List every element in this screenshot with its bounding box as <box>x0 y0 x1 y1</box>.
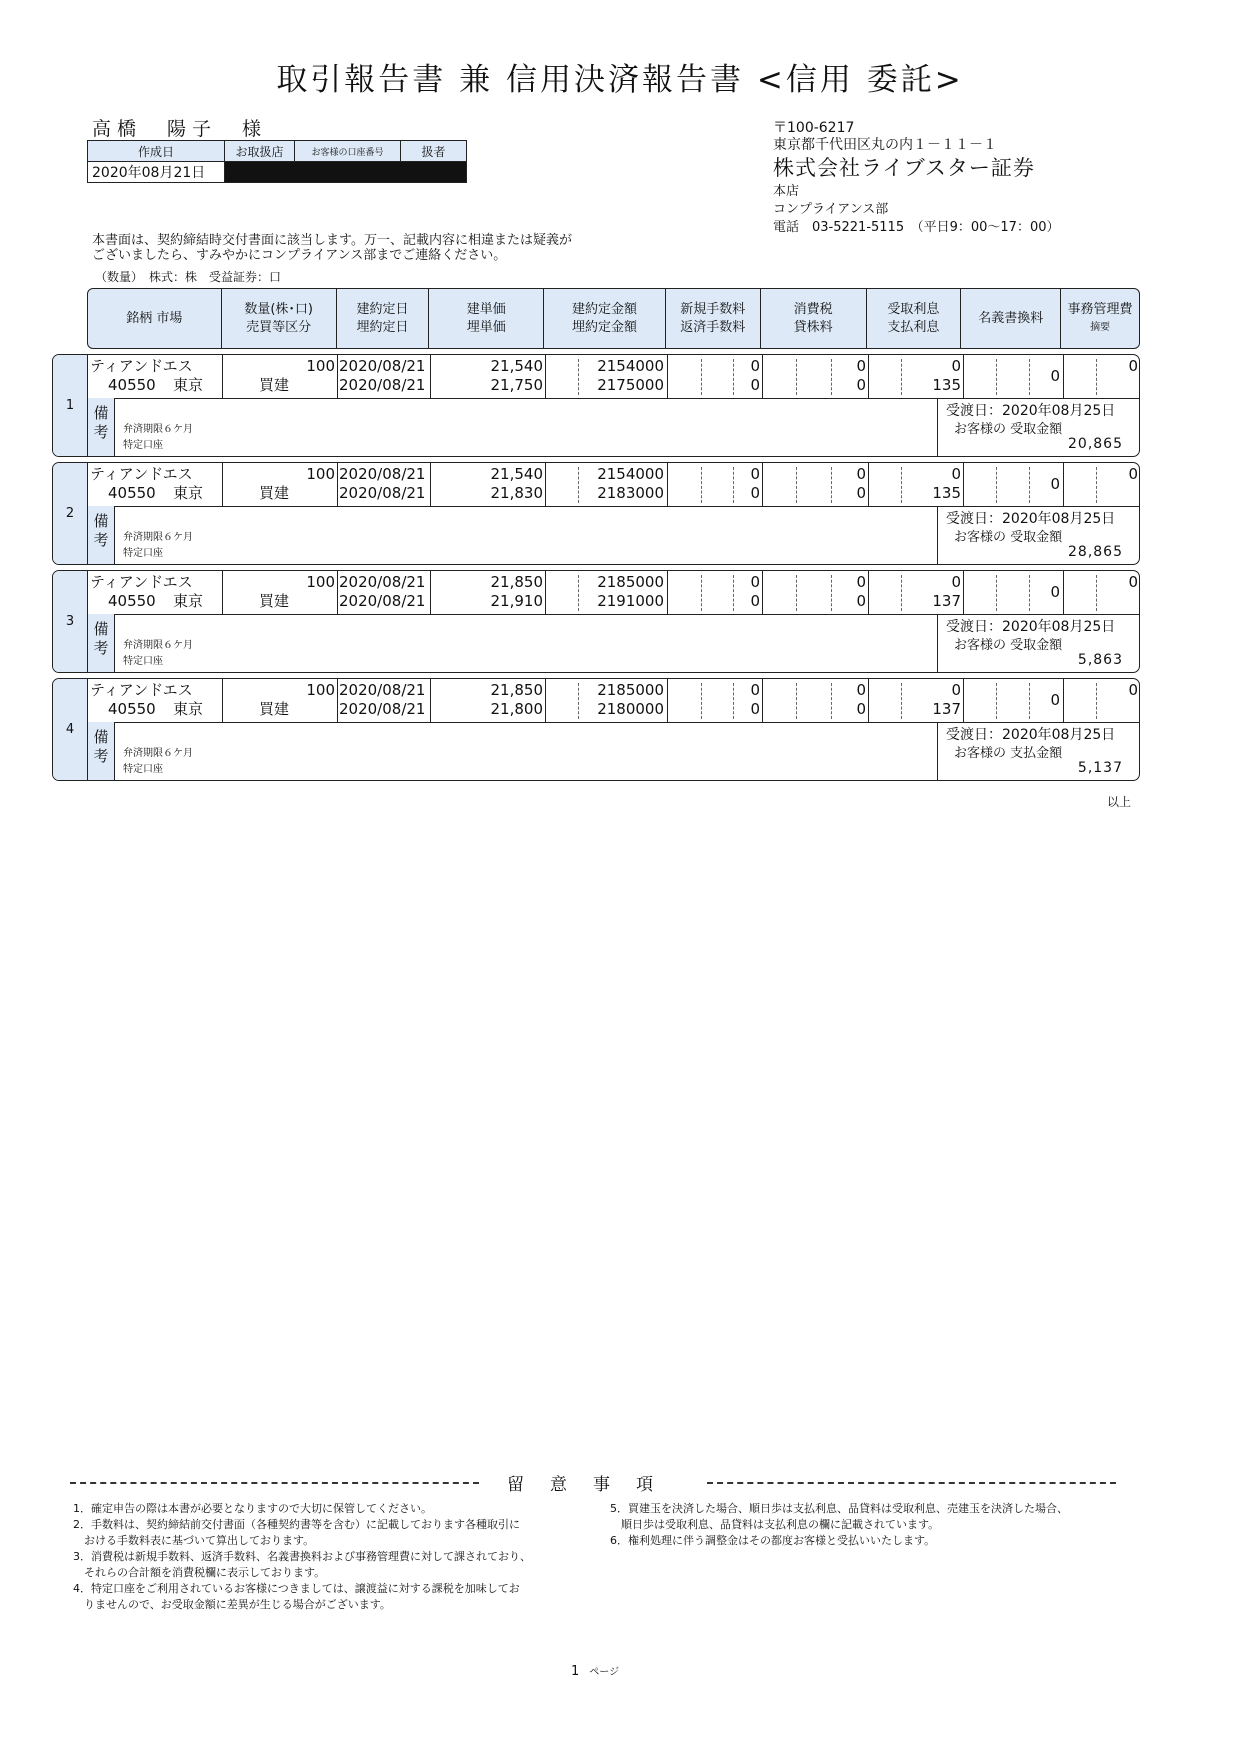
interest-paid: 135 <box>932 484 961 502</box>
col-label: 埋単価 <box>466 319 506 335</box>
stock-name: ティアンドエス <box>90 681 193 699</box>
sender-address-block <box>773 120 1060 236</box>
stock-code: 40550 <box>108 700 156 718</box>
quantity: 100 <box>306 573 335 591</box>
close-commission: 0 <box>750 700 760 718</box>
record-3 <box>52 570 1140 673</box>
settlement-date: 受渡日：2020年08月25日 <box>946 403 1116 419</box>
settlement-amount: 20,865 <box>1068 436 1123 452</box>
open-price: 21,850 <box>490 573 543 591</box>
document-title: 取引報告書 兼 信用決済報告書 <信用 委託> <box>276 62 964 98</box>
col-commission <box>666 289 761 348</box>
settlement-date: 受渡日：2020年08月25日 <box>946 511 1116 527</box>
end-mark: 以上 <box>1107 795 1132 809</box>
postal-code: 〒100-6217 <box>773 120 855 136</box>
stock-name: ティアンドエス <box>90 357 193 375</box>
divider <box>1063 355 1064 398</box>
remark-deadline: 弁済期限６ケ月 <box>123 532 193 543</box>
admin-fee: 0 <box>1128 357 1138 375</box>
interest-received: 0 <box>951 573 961 591</box>
divider <box>337 679 338 722</box>
close-amount: 2183000 <box>597 484 664 502</box>
stock-code: 40550 <box>108 484 156 502</box>
col-label: 支払利息 <box>887 319 940 335</box>
divider <box>545 571 546 614</box>
stock-code: 40550 <box>108 592 156 610</box>
open-commission: 0 <box>750 465 760 483</box>
record-number: 1 <box>53 355 88 456</box>
divider <box>963 355 964 398</box>
divider <box>963 463 964 506</box>
department-name: コンプライアンス部 <box>773 202 889 217</box>
transfer-fee: 0 <box>1050 475 1060 493</box>
interest-paid: 137 <box>932 592 961 610</box>
remark-account: 特定口座 <box>123 764 163 775</box>
divider <box>667 355 668 398</box>
units-note: （数量） 株式：株 受益証券：口 <box>95 270 282 284</box>
close-commission: 0 <box>750 376 760 394</box>
divider <box>762 679 763 722</box>
settlement-amount: 5,863 <box>1077 652 1123 668</box>
interest-paid: 137 <box>932 700 961 718</box>
record-4 <box>52 678 1140 781</box>
divider <box>430 571 431 614</box>
page-number <box>571 1663 619 1679</box>
admin-fee: 0 <box>1128 465 1138 483</box>
remarks-label: 備考 <box>88 614 115 672</box>
market: 東京 <box>173 700 204 718</box>
col-trade-amount <box>544 289 666 348</box>
divider <box>545 355 546 398</box>
col-label: 貸株料 <box>793 319 833 335</box>
note-line: 1．確定申告の際は本書が必要となりますので大切に保管してください。 <box>73 1502 432 1515</box>
divider <box>545 463 546 506</box>
col-quantity <box>222 289 337 348</box>
col-label: 建約定日 <box>356 301 409 317</box>
tax: 0 <box>856 465 866 483</box>
branch-name: 本店 <box>773 184 800 199</box>
interest-paid: 135 <box>932 376 961 394</box>
company-name: 株式会社ライブスター証券 <box>773 156 1035 180</box>
col-label: 摘要 <box>1090 321 1111 333</box>
close-price: 21,800 <box>490 700 543 718</box>
close-price: 21,830 <box>490 484 543 502</box>
divider <box>762 571 763 614</box>
note-line: 5．買建玉を決済した場合、順日歩は支払利息、品貸料は受取利息、売建玉を決済した場合、 <box>610 1502 1068 1515</box>
col-interest <box>867 289 962 348</box>
trade-side: 買建 <box>259 484 290 502</box>
close-date: 2020/08/21 <box>339 376 426 394</box>
open-commission: 0 <box>750 573 760 591</box>
divider <box>222 355 223 398</box>
open-price: 21,850 <box>490 681 543 699</box>
settlement-box <box>937 398 1139 456</box>
remark-account: 特定口座 <box>123 548 163 559</box>
col-label: 売買等区分 <box>246 319 312 335</box>
close-price: 21,910 <box>490 592 543 610</box>
admin-fee: 0 <box>1128 681 1138 699</box>
open-amount: 2185000 <box>597 681 664 699</box>
record-1 <box>52 354 1140 457</box>
label-branch: お取扱店 <box>225 141 295 162</box>
notes-title: 留意事項 <box>507 1475 679 1495</box>
lending-fee: 0 <box>856 376 866 394</box>
tax: 0 <box>856 681 866 699</box>
record-2 <box>52 462 1140 565</box>
note-line: 順日歩は受取利息、品貸料は支払利息の欄に記載されています。 <box>610 1518 940 1531</box>
transfer-fee: 0 <box>1050 691 1060 709</box>
close-date: 2020/08/21 <box>339 592 426 610</box>
notes-right <box>610 1501 1068 1549</box>
settlement-box <box>937 506 1139 564</box>
stock-name: ティアンドエス <box>90 465 193 483</box>
close-amount: 2191000 <box>597 592 664 610</box>
divider <box>70 1482 479 1484</box>
close-date: 2020/08/21 <box>339 700 426 718</box>
col-label: 新規手数料 <box>680 301 746 317</box>
col-admin-fee <box>1061 289 1139 348</box>
lending-fee: 0 <box>856 700 866 718</box>
label-handler: 扱者 <box>401 141 467 162</box>
col-label: 埋約定金額 <box>572 319 638 335</box>
note-line: おける手数料表に基づいて算出しております。 <box>73 1534 315 1547</box>
lending-fee: 0 <box>856 592 866 610</box>
open-date: 2020/08/21 <box>339 465 426 483</box>
record-number: 3 <box>53 571 88 672</box>
page-number-value: 1 <box>571 1664 580 1679</box>
col-label: 消費税 <box>793 301 833 317</box>
close-amount: 2175000 <box>597 376 664 394</box>
divider <box>222 463 223 506</box>
label-created-date: 作成日 <box>88 141 225 162</box>
sender-address: 東京都千代田区丸の内１－１１－１ <box>773 137 997 153</box>
remark-deadline: 弁済期限６ケ月 <box>123 640 193 651</box>
close-price: 21,750 <box>490 376 543 394</box>
redacted-account-info <box>225 162 467 183</box>
col-label: 返済手数料 <box>680 319 746 335</box>
divider <box>1063 679 1064 722</box>
col-label: 建単価 <box>466 301 506 317</box>
divider <box>337 571 338 614</box>
tax: 0 <box>856 573 866 591</box>
notice-text <box>92 233 572 263</box>
col-trade-date <box>337 289 430 348</box>
notes-left <box>73 1501 531 1613</box>
open-amount: 2154000 <box>597 357 664 375</box>
divider <box>963 571 964 614</box>
open-date: 2020/08/21 <box>339 573 426 591</box>
settlement-amount: 28,865 <box>1068 544 1123 560</box>
note-line: それらの合計額を消費税欄に表示しております。 <box>73 1566 326 1579</box>
remarks-label: 備考 <box>88 506 115 564</box>
open-commission: 0 <box>750 681 760 699</box>
quantity: 100 <box>306 357 335 375</box>
created-date: 2020年08月21日 <box>88 162 225 183</box>
col-unit-price <box>429 289 544 348</box>
note-line: 4．特定口座をご利用されているお客様につきましては、譲渡益に対する課税を加味してお <box>73 1582 520 1595</box>
divider <box>337 355 338 398</box>
divider <box>1063 463 1064 506</box>
col-label: 事務管理費 <box>1067 301 1133 317</box>
divider <box>868 679 869 722</box>
divider <box>337 463 338 506</box>
notes-heading <box>70 1470 1116 1495</box>
divider <box>222 571 223 614</box>
remarks-label: 備考 <box>88 398 115 456</box>
close-date: 2020/08/21 <box>339 484 426 502</box>
table-column-header <box>87 288 1140 349</box>
header-info-box <box>87 140 467 183</box>
divider <box>762 355 763 398</box>
remark-account: 特定口座 <box>123 440 163 451</box>
open-date: 2020/08/21 <box>339 681 426 699</box>
settlement-amount: 5,137 <box>1077 760 1123 776</box>
divider <box>868 463 869 506</box>
col-stock-market <box>88 289 222 348</box>
note-line: 2．手数料は、契約締結前交付書面（各種契約書等を含む）に記載しております各種取引に <box>73 1518 520 1531</box>
notice-line-1: 本書面は、契約締結時交付書面に該当します。万一、記載内容に相違または疑義が <box>92 233 572 248</box>
stock-code: 40550 <box>108 376 156 394</box>
close-commission: 0 <box>750 484 760 502</box>
note-line: 3．消費税は新規手数料、返済手数料、名義書換料および事務管理費に対して課されており、 <box>73 1550 531 1563</box>
divider <box>222 679 223 722</box>
admin-fee: 0 <box>1128 573 1138 591</box>
interest-received: 0 <box>951 681 961 699</box>
settlement-date: 受渡日：2020年08月25日 <box>946 619 1116 635</box>
settlement-label: お客様の 受取金額 <box>954 530 1063 545</box>
market: 東京 <box>173 376 204 394</box>
open-price: 21,540 <box>490 465 543 483</box>
divider <box>963 679 964 722</box>
col-label: 数量(株･口) <box>244 301 313 317</box>
close-commission: 0 <box>750 592 760 610</box>
page-label: ページ <box>589 1667 620 1678</box>
col-label: 銘柄 市場 <box>126 310 183 326</box>
divider <box>667 463 668 506</box>
divider <box>667 679 668 722</box>
note-line: りませんので、お受取金額に差異が生じる場合がございます。 <box>73 1598 391 1611</box>
col-label: 受取利息 <box>887 301 940 317</box>
divider <box>430 463 431 506</box>
transfer-fee: 0 <box>1050 367 1060 385</box>
lending-fee: 0 <box>856 484 866 502</box>
remark-account: 特定口座 <box>123 656 163 667</box>
interest-received: 0 <box>951 357 961 375</box>
col-label: 建約定金額 <box>572 301 638 317</box>
divider <box>667 571 668 614</box>
divider <box>868 355 869 398</box>
col-transfer-fee <box>961 289 1061 348</box>
divider <box>868 571 869 614</box>
stock-name: ティアンドエス <box>90 573 193 591</box>
record-number: 2 <box>53 463 88 564</box>
market: 東京 <box>173 592 204 610</box>
col-label: 埋約定日 <box>356 319 409 335</box>
label-account-number: お客様の口座番号 <box>295 141 401 162</box>
trade-side: 買建 <box>259 376 290 394</box>
notice-line-2: ございましたら、すみやかにコンプライアンス部までご連絡ください。 <box>92 248 507 263</box>
settlement-box <box>937 614 1139 672</box>
settlement-label: お客様の 受取金額 <box>954 638 1063 653</box>
close-amount: 2180000 <box>597 700 664 718</box>
trade-side: 買建 <box>259 700 290 718</box>
settlement-label: お客様の 受取金額 <box>954 422 1063 437</box>
col-label: 名義書換料 <box>978 310 1044 326</box>
divider <box>762 463 763 506</box>
open-commission: 0 <box>750 357 760 375</box>
quantity: 100 <box>306 465 335 483</box>
record-number: 4 <box>53 679 88 780</box>
tax: 0 <box>856 357 866 375</box>
col-tax <box>761 289 867 348</box>
transfer-fee: 0 <box>1050 583 1060 601</box>
interest-received: 0 <box>951 465 961 483</box>
phone-number: 電話 03-5221-5115 （平日9：00～17：00） <box>773 220 1060 235</box>
note-line: 6．権利処理に伴う調整金はその都度お客様と受払いいたします。 <box>610 1534 936 1547</box>
divider <box>430 355 431 398</box>
open-amount: 2154000 <box>597 465 664 483</box>
open-date: 2020/08/21 <box>339 357 426 375</box>
open-amount: 2185000 <box>597 573 664 591</box>
divider <box>545 679 546 722</box>
divider <box>707 1482 1116 1484</box>
remark-deadline: 弁済期限６ケ月 <box>123 748 193 759</box>
settlement-date: 受渡日：2020年08月25日 <box>946 727 1116 743</box>
open-price: 21,540 <box>490 357 543 375</box>
remark-deadline: 弁済期限６ケ月 <box>123 424 193 435</box>
trade-side: 買建 <box>259 592 290 610</box>
settlement-box <box>937 722 1139 780</box>
remarks-label: 備考 <box>88 722 115 780</box>
divider <box>1063 571 1064 614</box>
customer-name: 高橋 陽子 様 <box>92 118 268 140</box>
divider <box>430 679 431 722</box>
settlement-label: お客様の 支払金額 <box>954 746 1063 761</box>
market: 東京 <box>173 484 204 502</box>
quantity: 100 <box>306 681 335 699</box>
